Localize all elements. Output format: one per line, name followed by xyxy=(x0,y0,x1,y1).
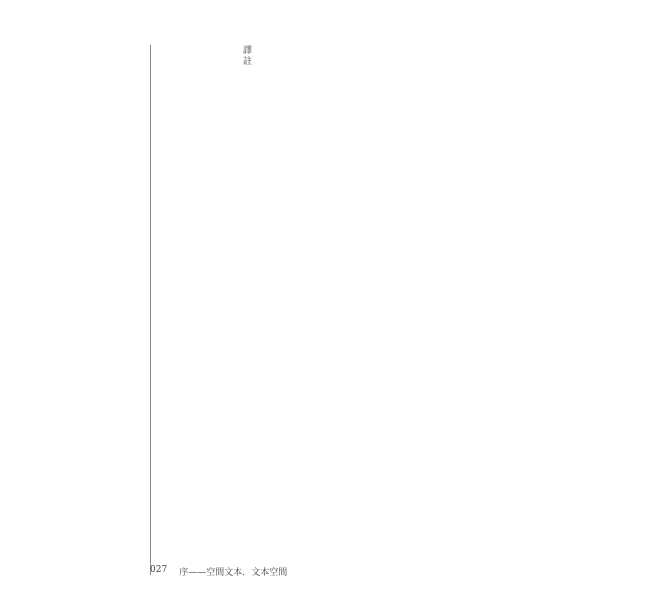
notes-title: 譯註 xyxy=(241,45,251,67)
running-head: 序——空間文本．文本空間 xyxy=(179,568,288,578)
main-text xyxy=(243,28,543,548)
page-footer xyxy=(150,565,287,578)
translator-notes xyxy=(150,45,251,575)
page-number: 027 xyxy=(150,565,168,575)
